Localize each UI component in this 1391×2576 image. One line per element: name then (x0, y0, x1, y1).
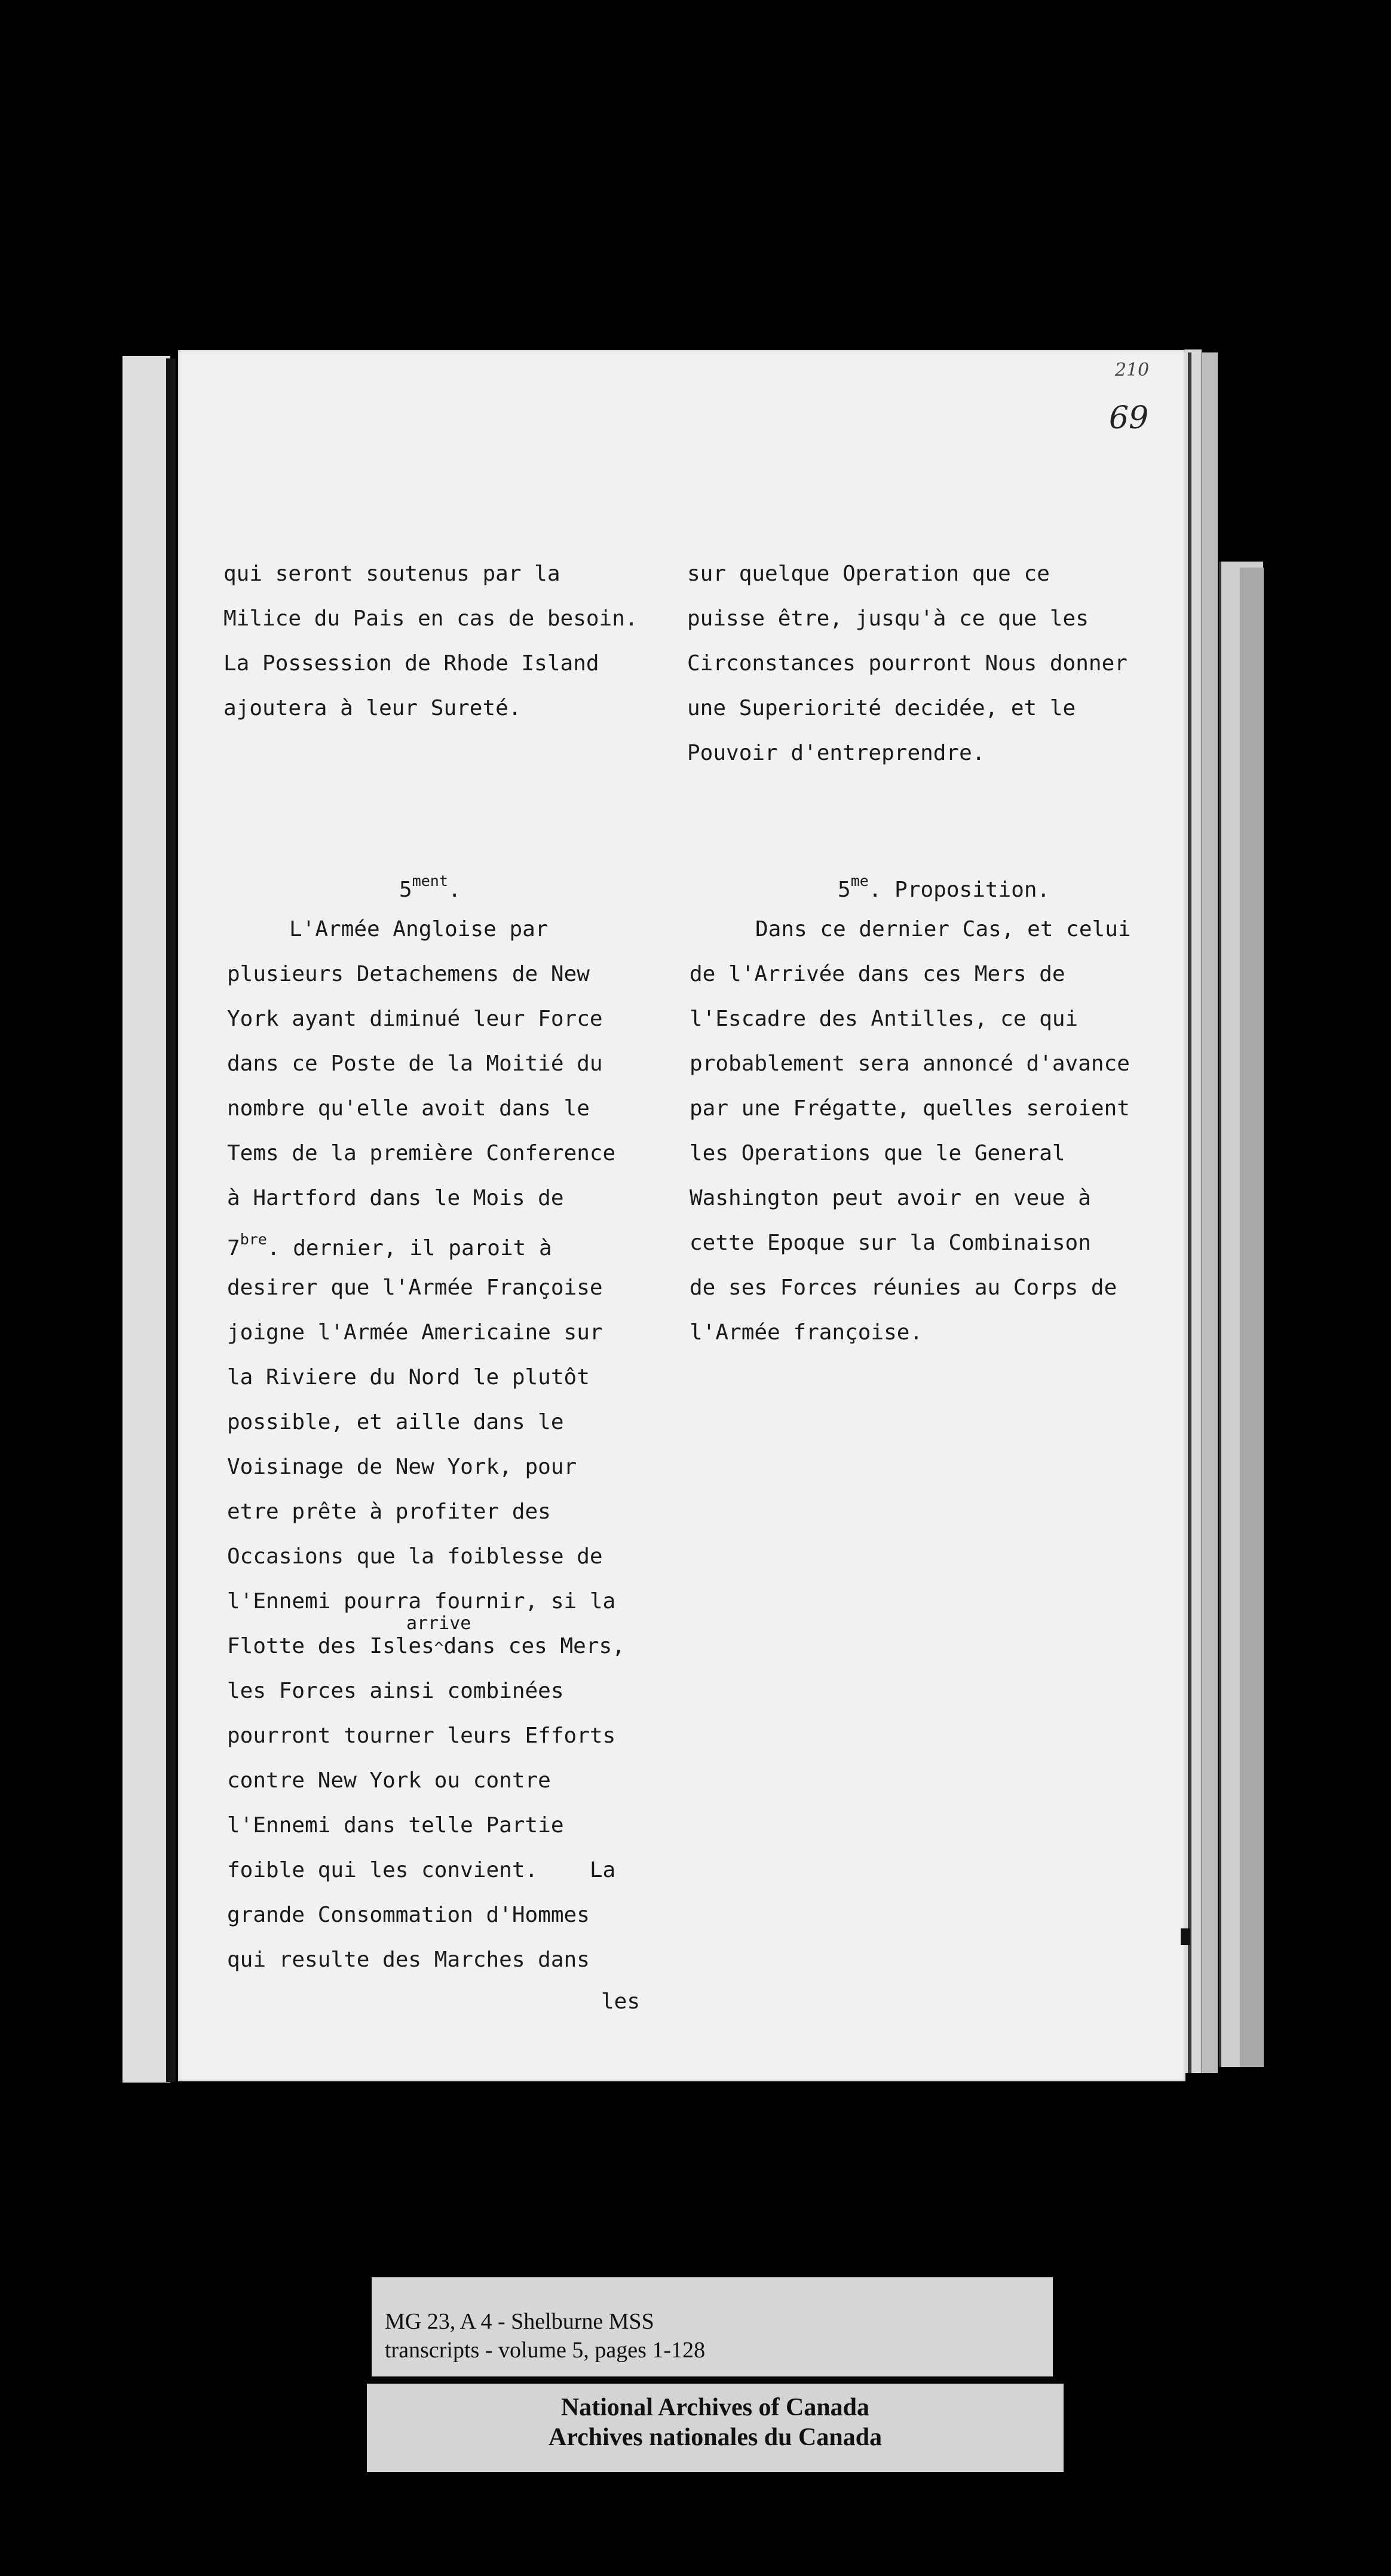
text-line: une Superiorité decidée, et le (687, 696, 1076, 720)
collection-reference: MG 23, A 4 - Shelburne MSS (385, 2309, 654, 2334)
text-line: Occasions que la foiblesse de (227, 1544, 603, 1569)
text-line: contre New York ou contre (227, 1768, 551, 1793)
heading-superscript: ment (412, 872, 448, 890)
text-line: La Possession de Rhode Island (223, 651, 599, 676)
text-line: Dans ce dernier Cas, et celui (755, 917, 1131, 942)
text-line: nombre qu'elle avoit dans le (227, 1096, 590, 1121)
section-heading-right (838, 872, 1050, 902)
heading-tail: . (448, 878, 461, 902)
text-line: grande Consommation d'Hommes (227, 1903, 590, 1927)
month-number: 7 (227, 1236, 240, 1261)
page-edge-line (1188, 352, 1191, 2073)
archive-label (367, 2384, 1064, 2472)
text-line: l'Armée françoise. (690, 1320, 923, 1345)
text-line: probablement sera annoncé d'avance (690, 1051, 1130, 1076)
insertion-caret: ^ (434, 1639, 444, 1657)
text-line: ajoutera à leur Sureté. (223, 696, 522, 720)
text-line: possible, et aille dans le (227, 1410, 564, 1434)
interlinear-insertion: arrive (406, 1613, 471, 1634)
text-line: sur quelque Operation que ce (687, 562, 1050, 586)
text-line: joigne l'Armée Americaine sur (227, 1320, 603, 1345)
page-number: 69 (1109, 400, 1149, 436)
text-line: Milice du Pais en cas de besoin. (223, 606, 638, 631)
left-page-edge (122, 356, 170, 2083)
text-line: Circonstances pourront Nous donner (687, 651, 1127, 676)
heading-number: 5 (838, 878, 851, 902)
archive-name-fr: Archives nationales du Canada (548, 2424, 883, 2451)
line-start: Flotte des Isles (227, 1634, 434, 1658)
heading-superscript: me (850, 872, 869, 890)
heading-tail: . Proposition. (868, 878, 1050, 902)
text-line: les Forces ainsi combinées (227, 1679, 564, 1703)
text-line-september (227, 1231, 552, 1261)
collection-volume: transcripts - volume 5, pages 1-128 (385, 2338, 706, 2363)
text-line: Tems de la première Conference (227, 1141, 616, 1166)
line-rest: . dernier, il paroit à (266, 1236, 552, 1261)
text-line: par une Frégatte, quelles seroient (690, 1096, 1130, 1121)
text-line: Washington peut avoir en veue à (690, 1186, 1091, 1210)
collection-label (372, 2277, 1053, 2376)
page-stack-edge (1202, 352, 1218, 2073)
text-line: qui resulte des Marches dans (227, 1948, 590, 1972)
text-line: plusieurs Detachemens de New (227, 962, 590, 986)
page-tab-mark (1181, 1928, 1190, 1945)
section-heading-left (399, 872, 461, 902)
month-superscript: bre (240, 1231, 267, 1248)
archive-name-en: National Archives of Canada (560, 2394, 870, 2421)
text-line: desirer que l'Armée Françoise (227, 1275, 603, 1300)
text-line: l'Ennemi dans telle Partie (227, 1813, 564, 1838)
binding-spine (166, 358, 176, 2082)
line-end: dans ces Mers, (443, 1634, 625, 1658)
text-line: York ayant diminué leur Force (227, 1007, 603, 1031)
text-line: dans ce Poste de la Moitié du (227, 1051, 603, 1076)
text-line: les Operations que le General (690, 1141, 1065, 1166)
text-line: l'Escadre des Antilles, ce qui (690, 1007, 1079, 1031)
text-line: cette Epoque sur la Combinaison (690, 1231, 1091, 1255)
text-line: la Riviere du Nord le plutôt (227, 1365, 590, 1390)
text-line: de l'Arrivée dans ces Mers de (690, 962, 1065, 986)
text-line: Pouvoir d'entreprendre. (687, 741, 985, 765)
text-line: l'Ennemi pourra fournir, si la (227, 1589, 616, 1614)
page-stack-edge (1183, 349, 1202, 2073)
text-line: pourront tourner leurs Efforts (227, 1724, 616, 1748)
heading-number: 5 (399, 878, 412, 902)
text-line: Voisinage de New York, pour (227, 1455, 577, 1479)
text-line: à Hartford dans le Mois de (227, 1186, 564, 1210)
text-line-insertion (227, 1634, 625, 1658)
catchword: les (601, 1989, 641, 2014)
text-line: foible qui les convient. La (227, 1858, 616, 1882)
handwritten-folio-number: 210 (1115, 360, 1150, 381)
text-line: L'Armée Angloise par (289, 917, 549, 942)
text-line: qui seront soutenus par la (223, 562, 560, 586)
text-line: de ses Forces réunies au Corps de (690, 1275, 1117, 1300)
text-line: puisse être, jusqu'à ce que les (687, 606, 1089, 631)
page-stack-edge (1240, 568, 1264, 2067)
text-line: etre prête à profiter des (227, 1499, 551, 1524)
